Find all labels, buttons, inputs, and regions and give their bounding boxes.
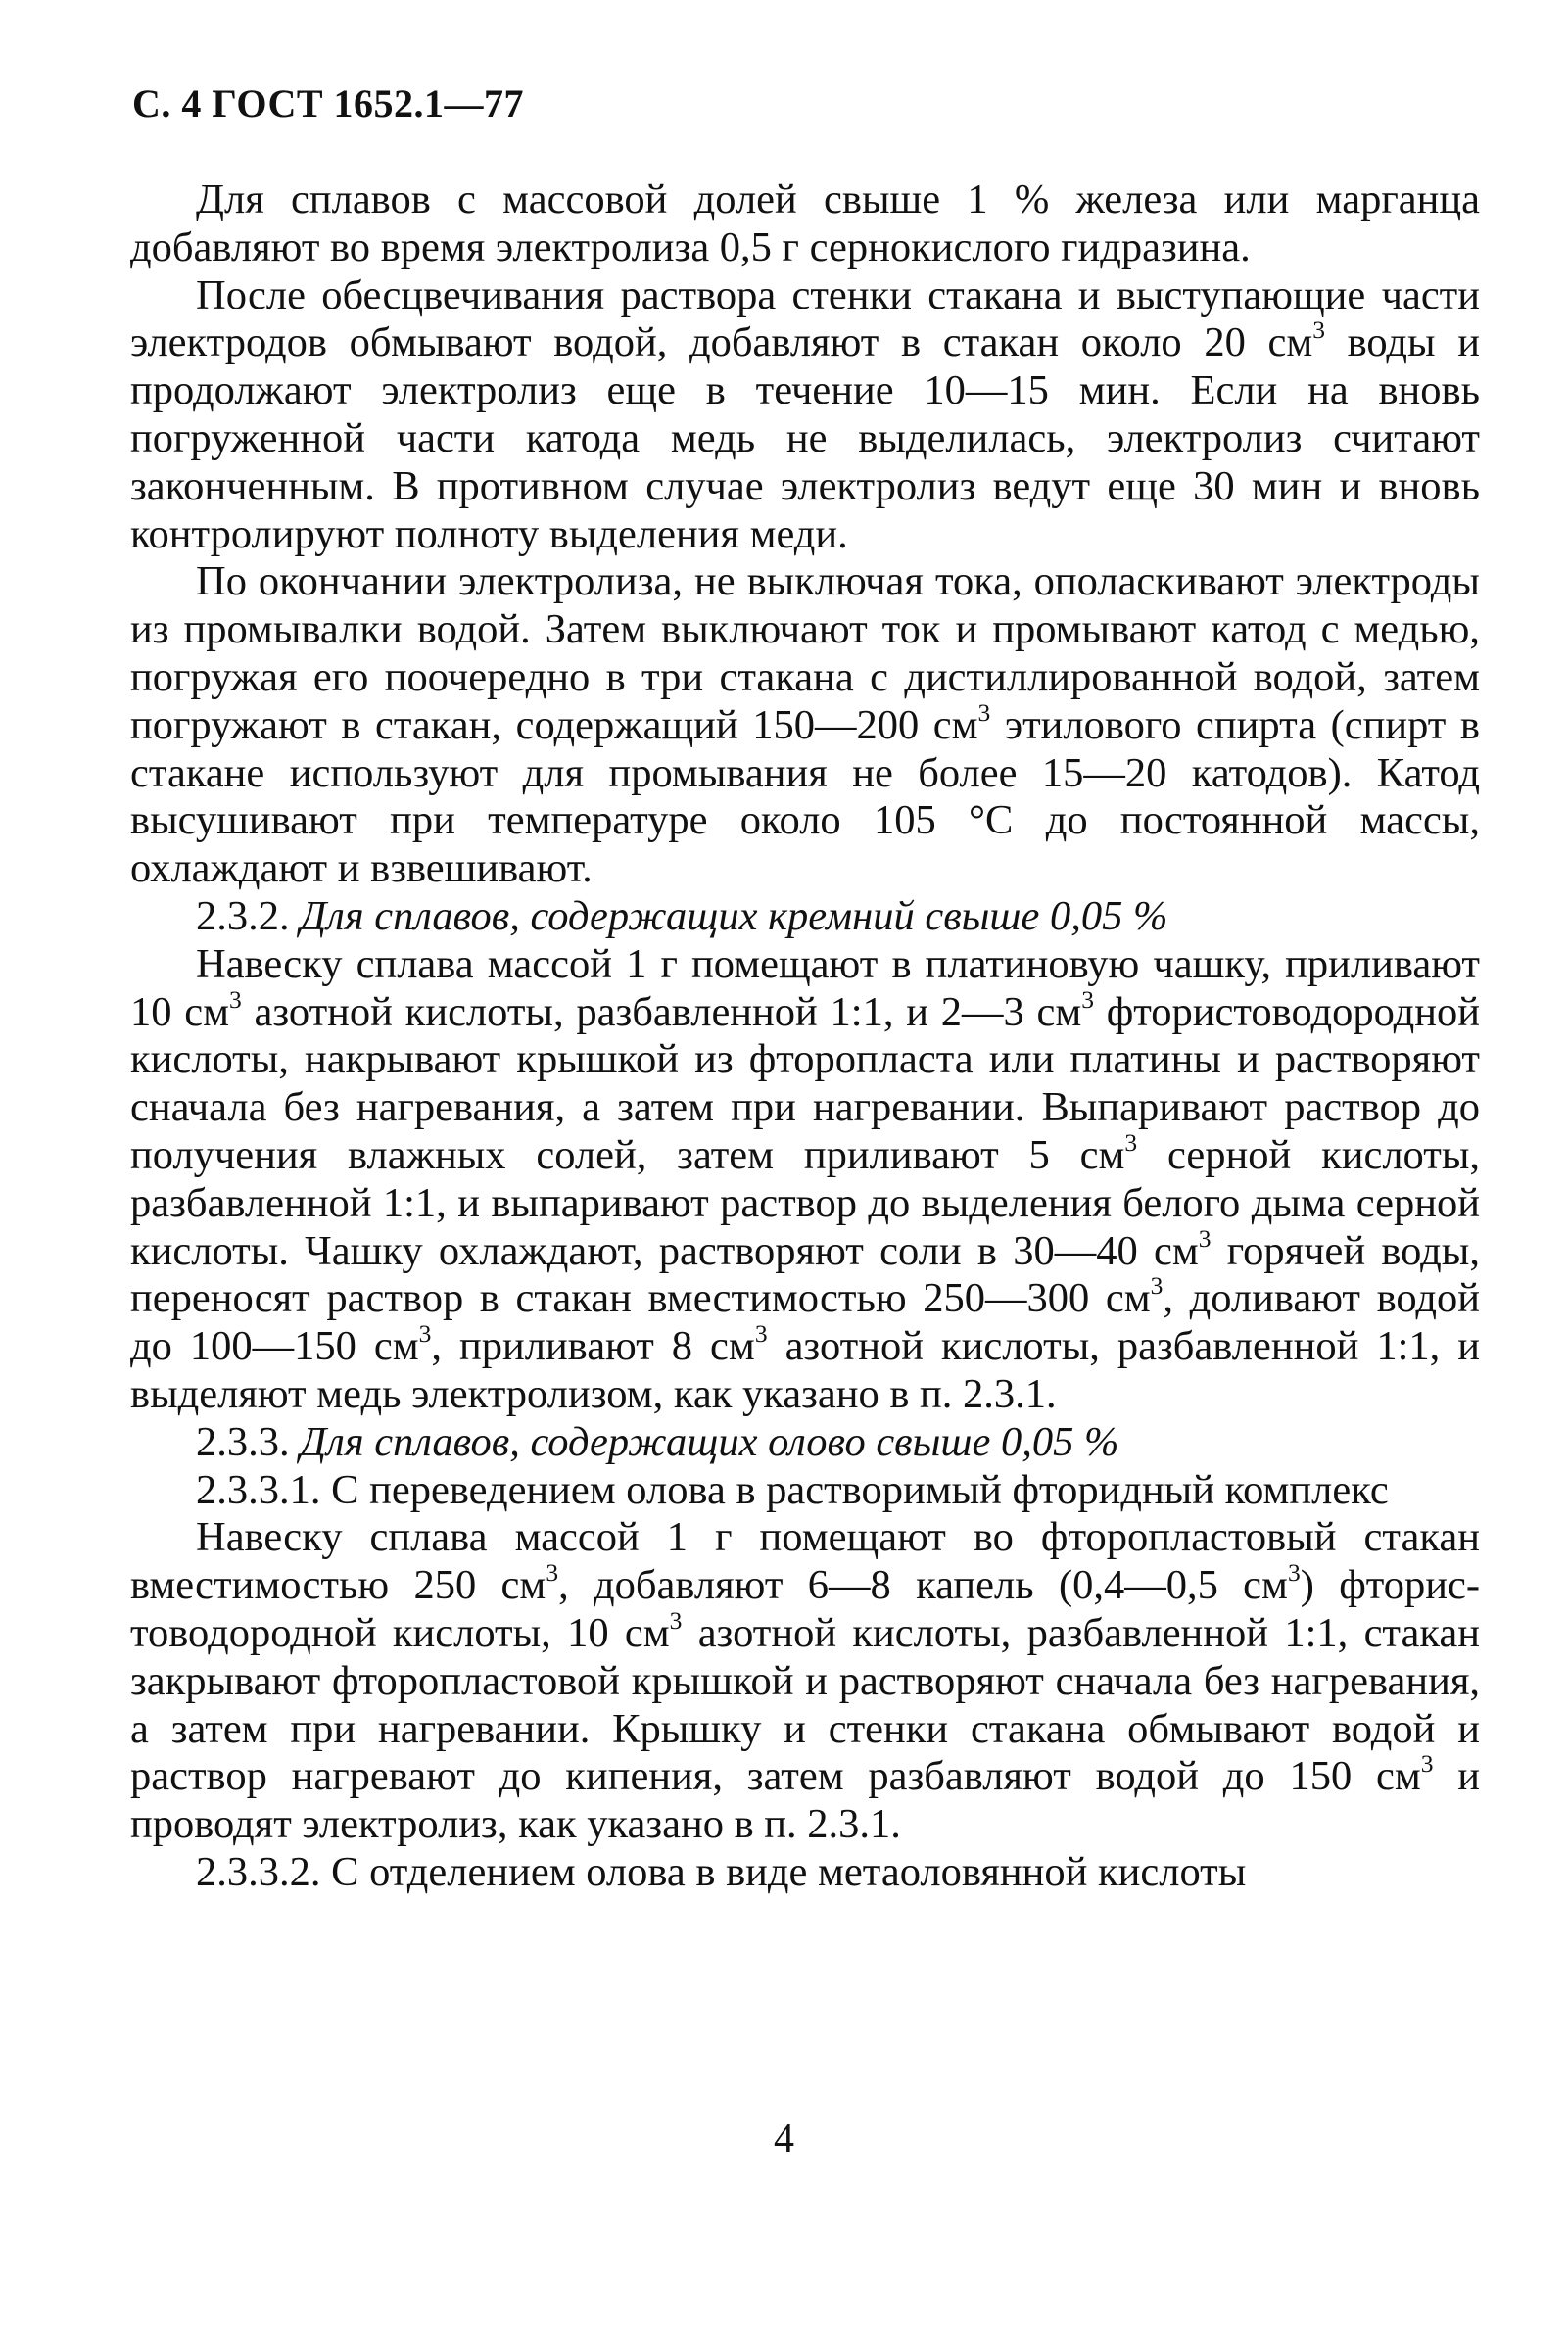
paragraph-silicon-procedure: Навеску сплава массой 1 г помещают в платиновую чашку, приливают 10 $см^3$ азотной кислоты, разбавленной 1:1, и 2—3 $см^3$ фтористоводородной кислоты, накрывают крышкой из фторопласта или платины и растворяют сначала без нагревания, а затем при нагревании. Выпаривают раствор до получения влажных солей, затем приливают 5 $см^3$ серной кислоты, разбавленной 1:1, и выпаривают раствор до выделения белого дыма серной кислоты. Чашку охлаждают, растворяют соли в 30—40 $см^3$ горячей воды, переносят раствор в стакан вместимостью 250—300 $см^3$, доливают водой до 100—150 $см^3$, приливают 8 $см^3$ азотной кислоты, разбавленной 1:1, и выделяют медь электролизом, как указано в п. 2.3.1. bbox=[130, 940, 1480, 1417]
paragraph-decolorization: После обесцвечивания раствора стенки стакана и выступающие части электродов обмывают водой, добавляют в стакан около 20 $см^3$ воды и продолжают электролиз еще в течение 10—15 мин. Если на вновь погруженной части катода медь не выделилась, электролиз считают законченным. В противном случае электролиз ведут еще 30 мин и вновь контролируют полноту выделения меди. bbox=[130, 271, 1480, 557]
section-title: Для сплавов, содержащих кремний свыше 0,05 % bbox=[300, 892, 1168, 939]
section-title: Для сплавов, содержащих олово свыше 0,05 % bbox=[300, 1418, 1119, 1465]
section-number: 2.3.2. bbox=[196, 892, 290, 939]
document-body bbox=[130, 176, 1480, 1897]
section-2-3-3-heading bbox=[130, 1419, 1480, 1467]
section-2-3-3-1-heading: 2.3.3.1. С переведением олова в растворимый фторидный комплекс bbox=[196, 1466, 1389, 1513]
section-2-3-3-2-heading: 2.3.3.2. С отделением олова в виде метаоловянной кислоты bbox=[196, 1848, 1247, 1895]
page-header: С. 4 ГОСТ 1652.1—77 bbox=[132, 81, 525, 125]
paragraph-end-of-electrolysis: По окончании электролиза, не выключая тока, ополаскивают электроды из промывалки водой. Затем выключают ток и промывают катод с медью, погружая его поочередно в три стакана с дистиллированной водой, затем погружают в стакан, содержащий 150—200 $см^3$ этилового спирта (спирт в стакане используют для промывания не более 15—20 катодов). Катод высушивают при температуре около 105 °С до постоянной массы, охлаждают и взвешивают. bbox=[130, 558, 1481, 892]
section-2-3-2-heading bbox=[130, 893, 1480, 941]
superscript-cube: 3 bbox=[1312, 315, 1325, 345]
section-number: 2.3.3. bbox=[196, 1418, 290, 1465]
page-number: 4 bbox=[774, 2116, 794, 2162]
superscript-cube: 3 bbox=[977, 697, 991, 727]
paragraph-tin-fluoride-procedure: Навеску сплава массой 1 г помещают во фторопластовый стакан вместимостью 250 $см^3$, добавляют 6—8 капель (0,4—0,5 $см^3$) фтористоводородной кислоты, 10 $см^3$ азотной кислоты, разбавленной 1:1, стакан закрывают фторопластовой крышкой и растворяют сначала без нагревания, а затем при нагревании. Крышку и стенки стакана обмывают водой и раствор нагревают до кипения, затем разбавляют водой до 150 $см^3$ и проводят электролиз, как указано в п. 2.3.1. bbox=[130, 1514, 1481, 1848]
paragraph-iron-manganese: Для сплавов с массовой долей свыше 1 % железа или марганца добавляют во время электролиза 0,5 г сернокислого гидразина. bbox=[130, 176, 1480, 270]
